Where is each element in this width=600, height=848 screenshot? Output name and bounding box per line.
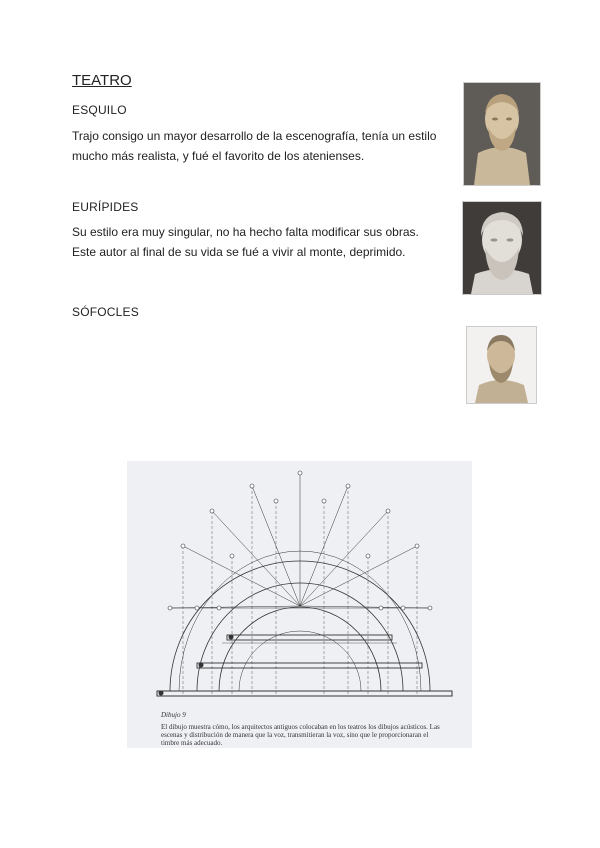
text-line: Su estilo era muy singular, no ha hecho falta modificar sus obras. — [72, 225, 419, 239]
acoustic-theater-diagram — [127, 461, 472, 748]
theater-diagram-drawing — [127, 461, 472, 748]
figure-caption — [161, 723, 461, 747]
caption-line: escenas y distribución de manera que la voz, transmitieran la voz, sino que le proporcionaran el — [161, 731, 429, 739]
text-line: Trajo consigo un mayor desarrollo de la escenografía, tenía un estilo — [72, 129, 437, 143]
section-heading-euripides: EURÍPIDES — [72, 200, 139, 214]
esquilo-portrait — [463, 82, 541, 186]
figure-label: Dibujo 9 — [161, 711, 186, 719]
euripides-portrait — [462, 201, 542, 295]
section-heading-esquilo: ESQUILO — [72, 103, 127, 117]
page-title: TEATRO — [72, 72, 132, 89]
caption-line: timbre más adecuado. — [161, 739, 223, 747]
text-line: Este autor al final de su vida se fué a vivir al monte, deprimido. — [72, 245, 406, 259]
section-heading-sofocles: SÓFOCLES — [72, 305, 139, 319]
caption-line: El dibujo muestra cómo, los arquitectos antiguos colocaban en los teatros los dibujos acústicos. Las — [161, 723, 440, 731]
section-text-euripides — [72, 222, 452, 262]
section-text-esquilo — [72, 126, 452, 166]
text-line: mucho más realista, y fué el favorito de los atenienses. — [72, 149, 365, 163]
sofocles-portrait — [466, 326, 537, 404]
